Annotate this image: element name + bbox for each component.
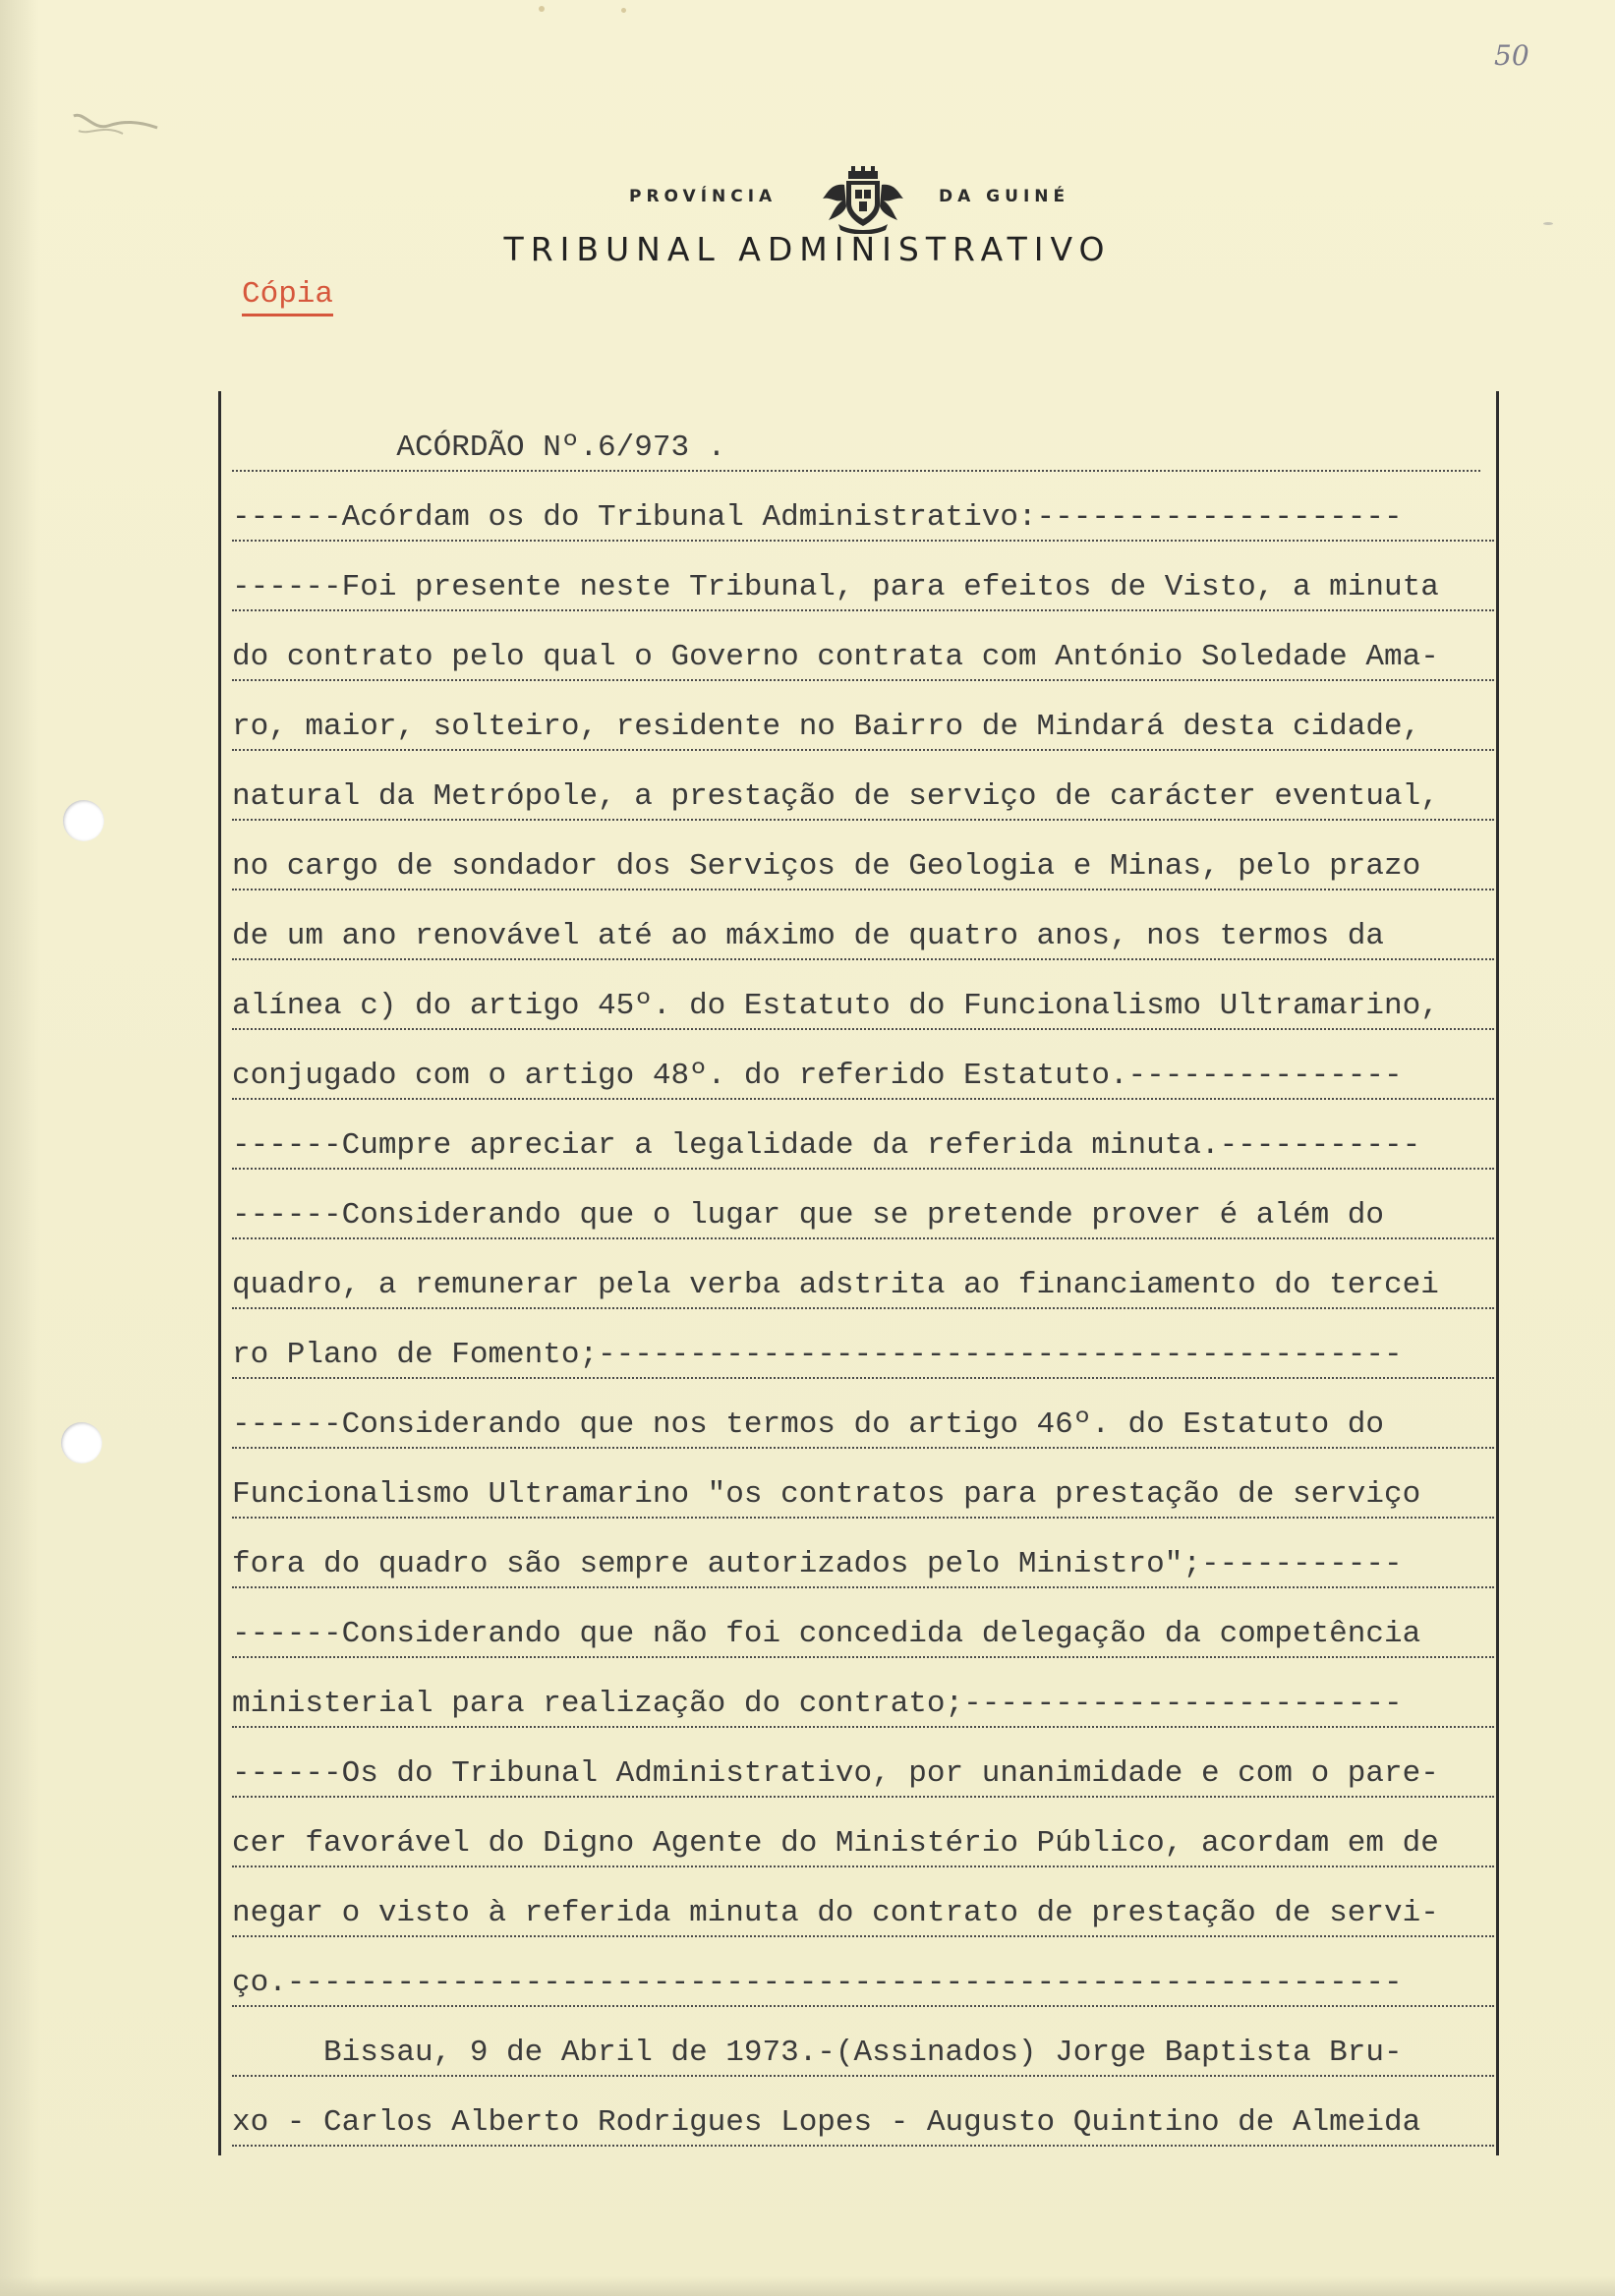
guinea-label: DA GUINÉ	[939, 187, 1070, 206]
text-line: quadro, a remunerar pela verba adstrita ao financiamento do tercei	[232, 1250, 1500, 1320]
text-line: ------Acórdam os do Tribunal Administrativo:--------------------	[232, 483, 1500, 552]
paper-speck	[539, 6, 545, 12]
ruling-text	[232, 413, 1500, 2157]
coat-of-arms-icon	[821, 165, 905, 234]
letterhead	[0, 147, 1615, 275]
ruling-number-line: ACÓRDÃO Nº.6/973 .	[232, 413, 1500, 483]
text-line: ------Cumpre apreciar a legalidade da referida minuta.-----------	[232, 1111, 1500, 1180]
corner-smudge-icon	[69, 106, 167, 145]
text-line: ------Considerando que nos termos do artigo 46º. do Estatuto do	[232, 1390, 1500, 1460]
page-edge-shadow	[0, 0, 39, 2296]
text-line: no cargo de sondador dos Serviços de Geologia e Minas, pelo prazo	[232, 832, 1500, 901]
signature-line: Bissau, 9 de Abril de 1973.-(Assinados) Jorge Baptista Bru-	[232, 2018, 1500, 2088]
text-line: ministerial para realização do contrato;------------------------	[232, 1669, 1500, 1739]
text-frame-left-border	[218, 391, 221, 2155]
copy-stamp: Cópia	[242, 277, 333, 316]
punch-hole	[63, 800, 104, 841]
page-number: 50	[1494, 39, 1529, 72]
text-line: ------Considerando que não foi concedida delegação da competência	[232, 1599, 1500, 1669]
punch-hole	[61, 1422, 102, 1464]
province-label: PROVÍNCIA	[629, 187, 778, 206]
text-line: do contrato pelo qual o Governo contrata com António Soledade Ama-	[232, 622, 1500, 692]
text-line: alínea c) do artigo 45º. do Estatuto do Funcionalismo Ultramarino,	[232, 971, 1500, 1041]
text-line: ro Plano de Fomento;--------------------------------------------	[232, 1320, 1500, 1390]
text-line: ro, maior, solteiro, residente no Bairro de Mindará desta cidade,	[232, 692, 1500, 762]
text-line: fora do quadro são sempre autorizados pelo Ministro";-----------	[232, 1529, 1500, 1599]
text-line: natural da Metrópole, a prestação de serviço de carácter eventual,	[232, 762, 1500, 832]
text-line: Funcionalismo Ultramarino "os contratos para prestação de serviço	[232, 1460, 1500, 1529]
text-line: negar o visto à referida minuta do contrato de prestação de servi-	[232, 1878, 1500, 1948]
tribunal-title: TRIBUNAL ADMINISTRATIVO	[503, 230, 1112, 268]
text-line: de um ano renovável até ao máximo de quatro anos, nos termos da	[232, 901, 1500, 971]
text-line: ço.-------------------------------------------------------------	[232, 1948, 1500, 2018]
text-line: ------Os do Tribunal Administrativo, por unanimidade e com o pare-	[232, 1739, 1500, 1808]
text-line: ------Foi presente neste Tribunal, para efeitos de Visto, a minuta	[232, 552, 1500, 622]
signature-line: xo - Carlos Alberto Rodrigues Lopes - Augusto Quintino de Almeida	[232, 2088, 1500, 2157]
paper-speck	[621, 8, 626, 13]
page-bottom-shadow	[0, 2276, 1615, 2296]
text-line: conjugado com o artigo 48º. do referido Estatuto.---------------	[232, 1041, 1500, 1111]
letterhead-province-line	[629, 165, 1101, 234]
text-line: cer favorável do Digno Agente do Ministério Público, acordam em de	[232, 1808, 1500, 1878]
text-line: ------Considerando que o lugar que se pretende prover é além do	[232, 1180, 1500, 1250]
